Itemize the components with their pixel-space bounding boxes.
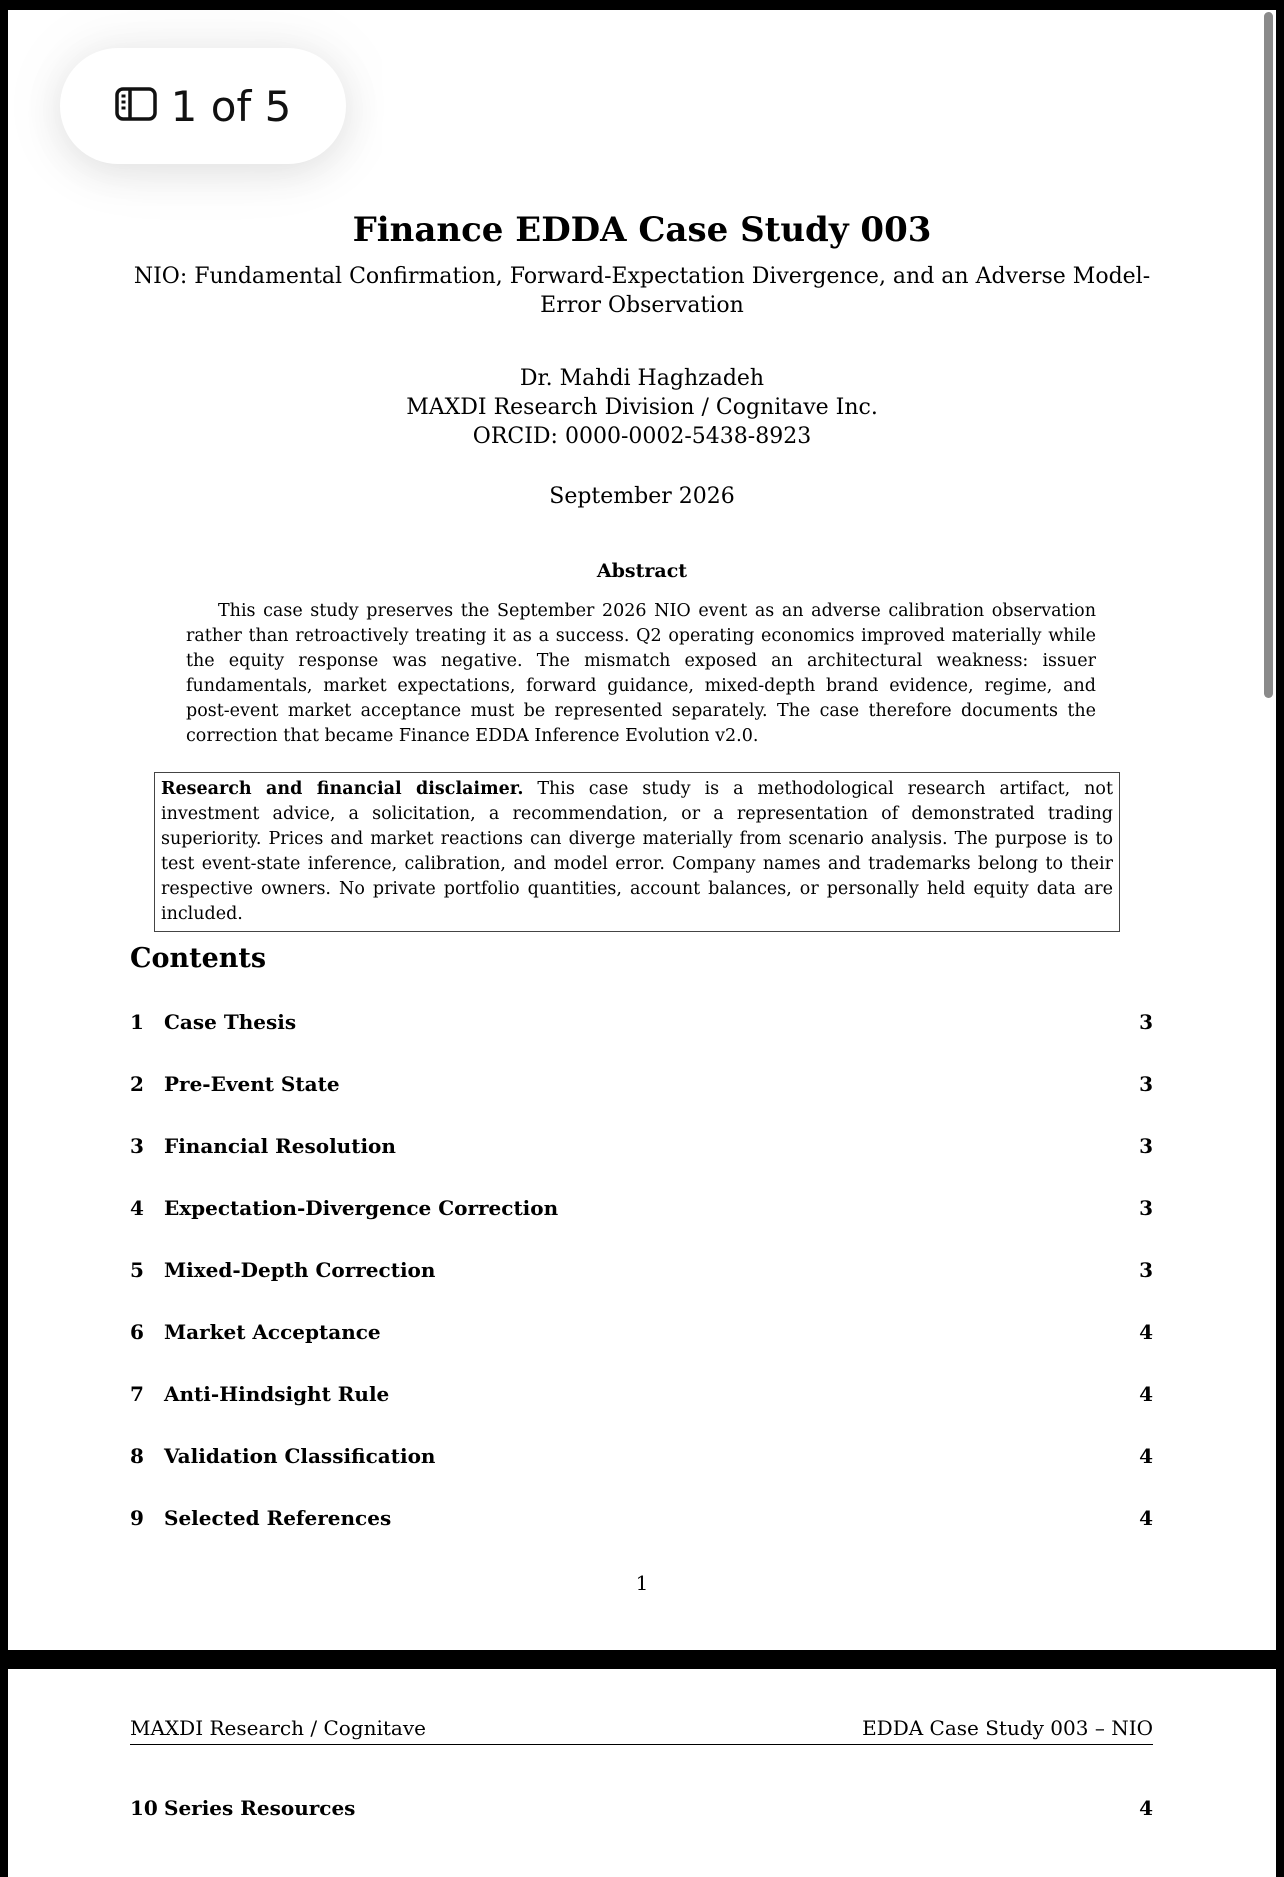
page-number: 1 bbox=[635, 1571, 649, 1595]
scrollbar[interactable] bbox=[1264, 12, 1273, 698]
author-name: Dr. Mahdi Haghzadeh bbox=[519, 366, 765, 391]
toc-entry[interactable] bbox=[130, 1320, 1153, 1382]
running-header-right: EDDA Case Study 003 – NIO bbox=[862, 1716, 1153, 1740]
toc-entry[interactable] bbox=[130, 1196, 1153, 1258]
disclaimer-box bbox=[154, 772, 1120, 932]
toc-entry-number: 6 bbox=[130, 1320, 144, 1344]
toc-entry-page: 4 bbox=[1139, 1444, 1153, 1468]
toc-entry-page: 4 bbox=[1139, 1382, 1153, 1406]
toc-entry-page: 3 bbox=[1139, 1196, 1153, 1220]
toc-entry-page: 4 bbox=[1139, 1796, 1153, 1820]
document-title: Finance EDDA Case Study 003 bbox=[352, 210, 932, 250]
toc-entry-title: Series Resources bbox=[164, 1796, 356, 1820]
running-header-left: MAXDI Research / Cognitave bbox=[130, 1716, 426, 1740]
abstract-text: This case study preserves the September 2026 NIO event as an adverse calibration observation rather than retroactively treating it as a success. Q2 operating economics improved materially while the equity response was negative. The mismatch exposed an architectural weakness: issuer fundamentals, market expectations, forward guidance, mixed-depth brand evidence, regime, and post-event market acceptance must be represented separately. The case therefore documents the correction that became Finance EDDA Inference Evolution v2.0. bbox=[186, 601, 1096, 746]
sidebar-pages-icon bbox=[115, 82, 171, 131]
abstract-heading: Abstract bbox=[596, 560, 688, 582]
toc-entry-number: 1 bbox=[130, 1010, 144, 1034]
author-orcid: ORCID: 0000-0002-5438-8923 bbox=[472, 424, 812, 449]
toc-entry-page: 4 bbox=[1139, 1506, 1153, 1530]
toc-entry[interactable] bbox=[130, 1444, 1153, 1506]
toc-entry[interactable] bbox=[130, 1072, 1153, 1134]
document-date: September 2026 bbox=[549, 484, 735, 509]
toc-entry-page: 3 bbox=[1139, 1134, 1153, 1158]
toc-entry[interactable] bbox=[130, 1010, 1153, 1072]
toc-entry-page: 3 bbox=[1139, 1072, 1153, 1096]
toc-entry-title: Mixed-Depth Correction bbox=[164, 1258, 436, 1282]
toc-entry-number: 10 bbox=[130, 1796, 158, 1820]
toc-entry-title: Anti-Hindsight Rule bbox=[164, 1382, 390, 1406]
toc-entry[interactable] bbox=[130, 1506, 1153, 1568]
toc-entry-number: 9 bbox=[130, 1506, 144, 1530]
toc-entry-title: Market Acceptance bbox=[164, 1320, 381, 1344]
toc-entry[interactable] bbox=[130, 1258, 1153, 1320]
running-header bbox=[130, 1716, 1153, 1745]
toc-entry[interactable] bbox=[130, 1796, 1153, 1820]
page-indicator[interactable] bbox=[60, 48, 346, 164]
toc-entry-number: 8 bbox=[130, 1444, 144, 1468]
toc-entry-page: 3 bbox=[1139, 1258, 1153, 1282]
disclaimer-label: Research and financial disclaimer. bbox=[161, 779, 524, 799]
pdf-page-2 bbox=[8, 1669, 1276, 1877]
toc-entry-number: 3 bbox=[130, 1134, 144, 1158]
author-block bbox=[0, 364, 1284, 451]
toc-entry[interactable] bbox=[130, 1382, 1153, 1444]
author-affiliation: MAXDI Research Division / Cognitave Inc. bbox=[406, 395, 878, 420]
toc-entry-number: 5 bbox=[130, 1258, 144, 1282]
toc-entry-title: Validation Classification bbox=[164, 1444, 436, 1468]
table-of-contents bbox=[130, 1010, 1153, 1568]
page-indicator-label: 1 of 5 bbox=[170, 81, 292, 131]
toc-entry-page: 3 bbox=[1139, 1010, 1153, 1034]
toc-entry-title: Selected References bbox=[164, 1506, 392, 1530]
toc-entry-title: Expectation-Divergence Correction bbox=[164, 1196, 559, 1220]
toc-entry-title: Financial Resolution bbox=[164, 1134, 396, 1158]
disclaimer-text: This case study is a methodological research artifact, not investment advice, a solicitation, a recommendation, or a representation of demonstrated trading superiority. Prices and market reactions can diverge materially from scenario analysis. The purpose is to test event-state inference, calibration, and model error. Company names and trademarks belong to their respective owners. No private portfolio quantities, account balances, or personally held equity data are included. bbox=[161, 779, 1113, 924]
toc-entry-page: 4 bbox=[1139, 1320, 1153, 1344]
toc-entry-number: 7 bbox=[130, 1382, 144, 1406]
contents-heading: Contents bbox=[130, 943, 267, 974]
toc-entry-title: Pre-Event State bbox=[164, 1072, 340, 1096]
toc-entry[interactable] bbox=[130, 1134, 1153, 1196]
toc-entry-number: 4 bbox=[130, 1196, 144, 1220]
document-subtitle: NIO: Fundamental Confirmation, Forward-Expectation Divergence, and an Adverse Model-Error Observation bbox=[133, 264, 1151, 318]
toc-entry-number: 2 bbox=[130, 1072, 144, 1096]
toc-entry-title: Case Thesis bbox=[164, 1010, 297, 1034]
